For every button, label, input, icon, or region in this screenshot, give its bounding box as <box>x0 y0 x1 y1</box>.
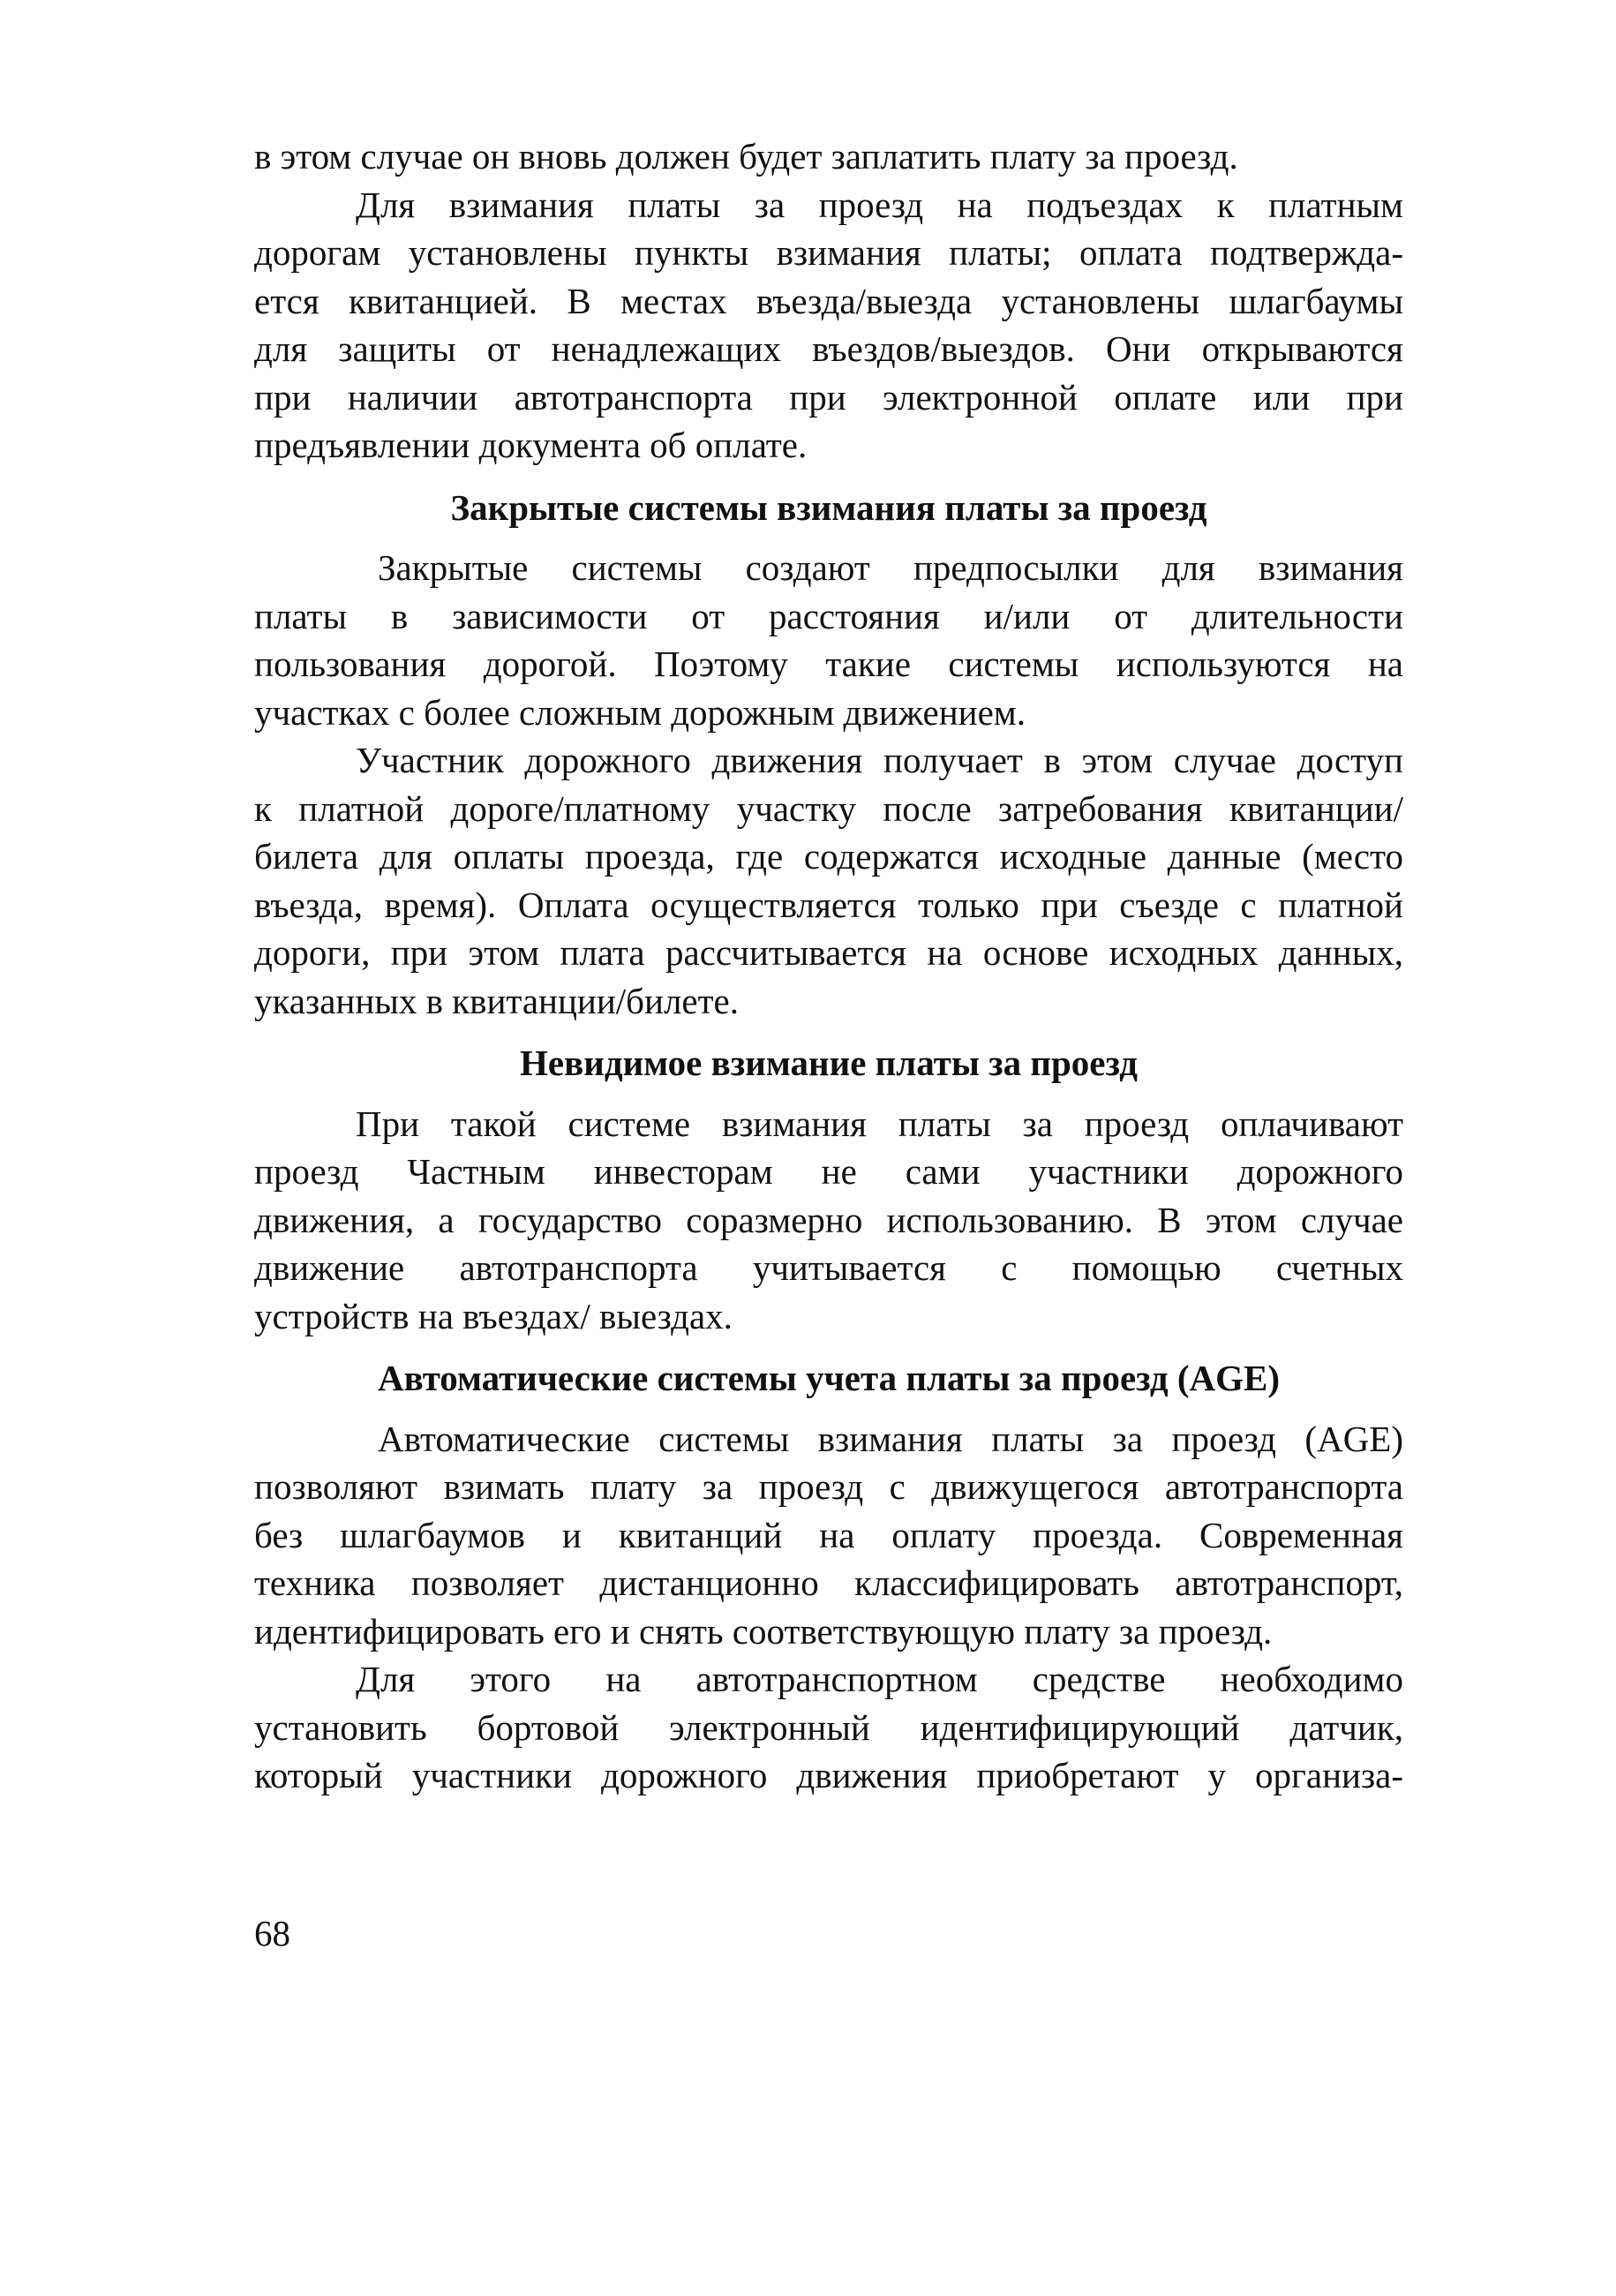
text-line: без шлагбаумов и квитанций на оплату проезда. Современная <box>254 1514 1403 1555</box>
paragraph-continuation <box>254 132 1403 181</box>
text-line: движение автотранспорта учитывается с помощью счетных <box>254 1247 1403 1288</box>
text-line: при наличии автотранспорта при электронной оплате или при <box>254 376 1403 418</box>
text-line: При такой системе взимания платы за проезд оплачивают <box>356 1103 1403 1144</box>
paragraph-age-sensor <box>254 1655 1403 1800</box>
text-line: позволяют взимать плату за проезд с движущегося автотранспорта <box>254 1466 1403 1507</box>
text-line: в этом случае он вновь должен будет заплатить плату за проезд. <box>254 136 1238 177</box>
page-number: 68 <box>254 1913 290 1953</box>
text-line: техника позволяет дистанционно классифицировать автотранспорт, <box>254 1562 1403 1603</box>
section-heading-age: Автоматические системы учета платы за проезд (AGE) <box>377 1358 1281 1398</box>
text-line: движения, а государство соразмерно использованию. В этом случае <box>254 1199 1403 1240</box>
text-line: дорогам установлены пункты взимания платы; оплата подтвержда- <box>254 232 1403 273</box>
text-line: Участник дорожного движения получает в этом случае доступ <box>356 740 1403 780</box>
text-line: дороги, при этом плата рассчитывается на основе исходных данных, <box>254 932 1403 973</box>
text-line: для защиты от ненадлежащих въездов/выездов. Они открываются <box>254 328 1403 369</box>
text-line: платы в зависимости от расстояния и/или от длительности <box>254 595 1403 636</box>
paragraph-closed-systems-details <box>254 736 1403 1025</box>
text-line: устройств на въездах/ выездах. <box>254 1295 733 1336</box>
text-line: идентифицировать его и снять соответствующую плату за проезд. <box>254 1610 1273 1652</box>
section-heading-closed-systems: Закрытые системы взимания платы за проезд <box>450 486 1207 528</box>
text-line: билета для оплаты проезда, где содержатся исходные данные (место <box>254 836 1403 877</box>
text-line: проезд Частным инвесторам не сами участники дорожного <box>254 1151 1403 1192</box>
paragraph-invisible-toll <box>254 1100 1403 1341</box>
section-heading-invisible-toll: Невидимое взимание платы за проезд <box>520 1043 1138 1083</box>
text-line: Для взимания платы за проезд на подъездах к платным <box>356 184 1403 225</box>
text-line: к платной дороге/платному участку после затребования квитанции/ <box>254 787 1403 829</box>
paragraph-closed-systems-intro <box>254 544 1403 736</box>
text-line: Закрытые системы создают предпосылки для взимания <box>378 547 1403 588</box>
text-line: пользования дорогой. Поэтому такие системы используются на <box>254 644 1403 684</box>
text-line: Автоматические системы взимания платы за проезд (AGE) <box>378 1418 1403 1459</box>
text-line: ется квитанцией. В местах въезда/выезда установлены шлагбаумы <box>254 280 1403 321</box>
text-line: указанных в квитанции/билете. <box>254 980 739 1021</box>
text-line: участках с более сложным дорожным движением. <box>254 691 1026 733</box>
text-line: въезда, время). Оплата осуществляется только при съезде с платной <box>254 884 1403 925</box>
text-line: установить бортовой электронный идентифицирующий датчик, <box>254 1706 1403 1748</box>
paragraph-toll-points <box>254 181 1403 470</box>
page-body <box>254 132 1403 1800</box>
text-line: предъявлении документа об оплате. <box>254 425 808 465</box>
paragraph-age-intro <box>254 1415 1403 1656</box>
text-line: Для этого на автотранспортном средстве необходимо <box>356 1659 1403 1699</box>
text-line: который участники дорожного движения приобретают у организа- <box>254 1755 1403 1795</box>
